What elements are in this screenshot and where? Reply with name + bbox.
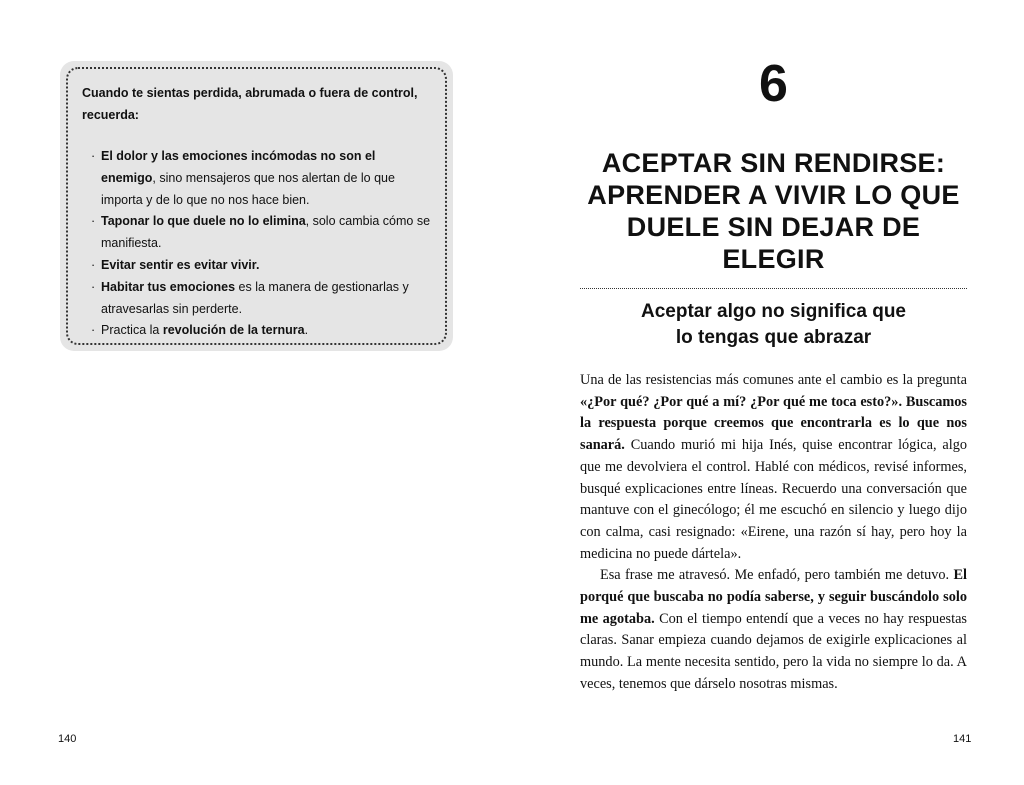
page-number-left: 140 [58, 733, 77, 745]
item-bold-text: Taponar lo que duele no lo elimina [101, 214, 306, 229]
item-bold-text: Evitar sentir es evitar vivir. [101, 257, 260, 272]
section-heading-line: lo tengas que abrazar [675, 327, 872, 348]
bullet-icon: · [91, 257, 96, 272]
right-page [512, 0, 1024, 785]
reminder-callout-box [60, 61, 453, 351]
section-heading [580, 299, 967, 351]
bold-text-run: El porqué que buscaba no podía saberse, y seguir buscándolo solo me agotaba. [580, 567, 967, 627]
callout-list-item [82, 255, 432, 277]
callout-list-item [82, 211, 432, 255]
bold-text-run: «¿Por qué? ¿Por qué a mí? ¿Por qué me toca esto?». Buscamos la respuesta porque creemos que encontrarla es lo que nos sanará. [580, 393, 967, 454]
item-text: es la manera de gestionarlas y atravesarlas sin perderte. [101, 279, 409, 316]
chapter-title: ACEPTAR SIN RENDIRSE: APRENDER A VIVIR LO QUE DUELE SIN DEJAR DE ELEGIR [587, 148, 960, 274]
text-run: Una de las resistencias más comunes ante el cambio es la pregunta [580, 372, 967, 388]
paragraph [580, 565, 967, 695]
callout-intro: Cuando te sientas perdida, abrumada o fuera de control, recuerda: [82, 86, 418, 122]
chapter-number: 6 [759, 55, 788, 113]
item-bold-text: Habitar tus emociones [101, 279, 236, 294]
section-heading-line: Aceptar algo no significa que [641, 301, 906, 322]
body-text [580, 370, 967, 696]
bullet-icon: · [91, 214, 96, 229]
paragraph [580, 370, 967, 565]
item-bold-text: revolución de la ternura [162, 323, 305, 338]
item-text: . [304, 323, 309, 338]
text-run: Con el tiempo entendí que a veces no hay respuestas claras. Sanar empieza cuando dejamos de exigirle explicaciones al mundo. La mente necesita sentido, pero la vida no siempre lo da. A veces, tenemos que dárselo nosotras mismas. [580, 610, 967, 692]
bullet-icon: · [91, 323, 96, 338]
callout-list-item [82, 320, 432, 342]
section-divider [580, 288, 967, 289]
text-run: Esa frase me atravesó. Me enfadó, pero también me detuvo. [600, 567, 954, 584]
callout-list [82, 146, 432, 342]
item-bold-text: El dolor y las emociones incómodas no son el enemigo [101, 149, 376, 185]
bullet-icon: · [91, 149, 96, 163]
item-text: , sino mensajeros que nos alertan de lo que importa y de lo que no nos hace bien. [101, 170, 395, 207]
item-text-pre: Practica la [101, 323, 163, 338]
callout-list-item [82, 277, 432, 321]
text-run: Cuando murió mi hija Inés, quise encontrar lógica, algo que me devolviera el control. Hablé con médicos, revisé informes, busqué explicaciones entre líneas. Recuerdo una conversación que mantuve con el ginecólogo; él me escuchó en silencio y luego dijo con calma, casi resignado: «Eirene, una razón sí hay, pero hoy la medicina no puede dártela». [580, 437, 967, 562]
item-text: , solo cambia cómo se manifiesta. [101, 214, 431, 251]
callout-list-item [82, 146, 432, 211]
bullet-icon: · [91, 279, 96, 294]
page-number-right: 141 [953, 733, 972, 745]
